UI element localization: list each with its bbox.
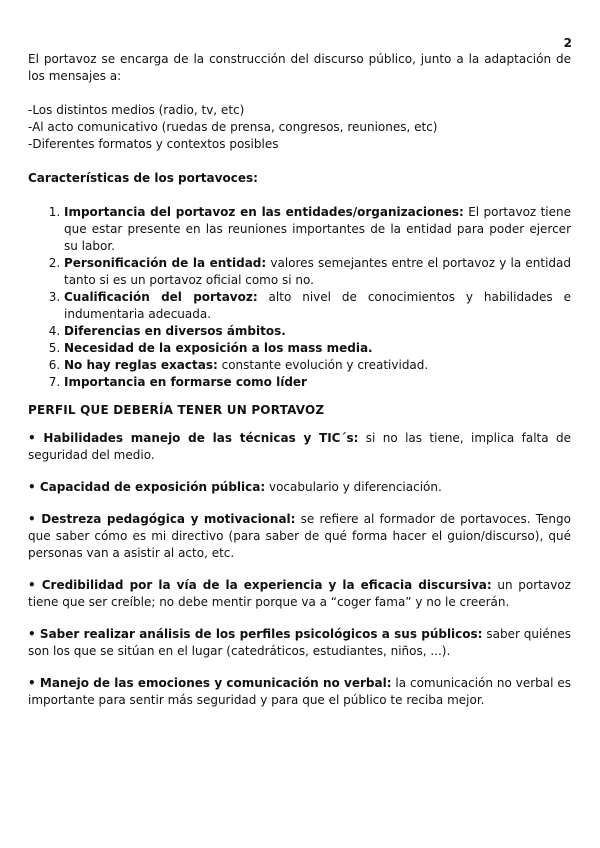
profile-item-title: • Destreza pedagógica y motivacional:	[28, 512, 296, 526]
profile-item	[28, 675, 571, 709]
profile-item	[28, 430, 571, 464]
profile-heading: PERFIL QUE DEBERÍA TENER UN PORTAVOZ	[28, 403, 325, 417]
characteristic-title: Cualificación del portavoz:	[64, 290, 258, 304]
characteristic-text: El portavoz tiene que estar presente en las reuniones importantes de la entidad para poder ejercer su labor.	[64, 205, 571, 253]
characteristic-text: constante evolución y creatividad.	[217, 358, 429, 372]
intro-paragraph: El portavoz se encarga de la construcción del discurso público, junto a la adaptación de los mensajes a:	[28, 52, 571, 83]
profile-item	[28, 511, 571, 562]
characteristic-title: Importancia del portavoz en las entidades/organizaciones:	[64, 205, 464, 219]
characteristic-title: Personificación de la entidad:	[64, 256, 267, 270]
characteristic-item	[64, 323, 571, 340]
characteristic-title: Importancia en formarse como líder	[64, 375, 307, 389]
characteristic-item	[64, 357, 571, 374]
characteristic-item	[64, 255, 571, 289]
characteristic-text: alto nivel de conocimientos y habilidades e indumentaria adecuada.	[64, 290, 571, 321]
profile-item-text: vocabulario y diferenciación.	[265, 480, 442, 494]
page-number: 2	[563, 36, 572, 50]
profile-item	[28, 577, 571, 611]
profile-item-text: la comunicación no verbal es importante para sentir más seguridad y para que el público te reciba mejor.	[28, 676, 571, 707]
profile-item-text: se refiere al formador de portavoces. Tengo que saber cómo es mi directivo (para saber de qué forma hacer el guion/discurso), qué personas van a asistir al acto, etc.	[28, 512, 571, 560]
characteristic-title: Necesidad de la exposición a los mass media.	[64, 341, 373, 355]
characteristic-text: valores semejantes entre el portavoz y la entidad tanto si es un portavoz oficial como si no.	[64, 256, 571, 287]
media-item: -Diferentes formatos y contextos posibles	[28, 137, 279, 151]
profile-item-text: saber quiénes son los que se sitúan en el lugar (catedráticos, estudiantes, niños, ...).	[28, 627, 571, 658]
profile-item-title: • Credibilidad por la vía de la experiencia y la eficacia discursiva:	[28, 578, 492, 592]
profile-item-title: • Manejo de las emociones y comunicación no verbal:	[28, 676, 392, 690]
characteristic-item	[64, 374, 571, 391]
profile-item	[28, 626, 571, 660]
characteristics-heading: Características de los portavoces:	[28, 171, 258, 185]
profile-item-title: • Saber realizar análisis de los perfiles psicológicos a sus públicos:	[28, 627, 483, 641]
media-list	[28, 102, 571, 153]
characteristic-item	[64, 204, 571, 255]
characteristic-item	[64, 340, 571, 357]
media-item: -Los distintos medios (radio, tv, etc)	[28, 103, 245, 117]
media-item: -Al acto comunicativo (ruedas de prensa, congresos, reuniones, etc)	[28, 120, 438, 134]
profile-item-text: si no las tiene, implica falta de seguridad del medio.	[28, 431, 571, 462]
profile-item-title: • Capacidad de exposición pública:	[28, 480, 266, 494]
profile-item-text: un portavoz tiene que ser creíble; no debe mentir porque va a “coger fama” y no le creerán.	[28, 578, 571, 609]
profile-item	[28, 479, 571, 496]
characteristics-list	[28, 204, 571, 391]
characteristic-item	[64, 289, 571, 323]
profile-item-title: • Habilidades manejo de las técnicas y TIC´s:	[28, 431, 359, 445]
characteristic-title: Diferencias en diversos ámbitos.	[64, 324, 286, 338]
characteristic-title: No hay reglas exactas:	[64, 358, 218, 372]
page-content	[28, 51, 571, 709]
